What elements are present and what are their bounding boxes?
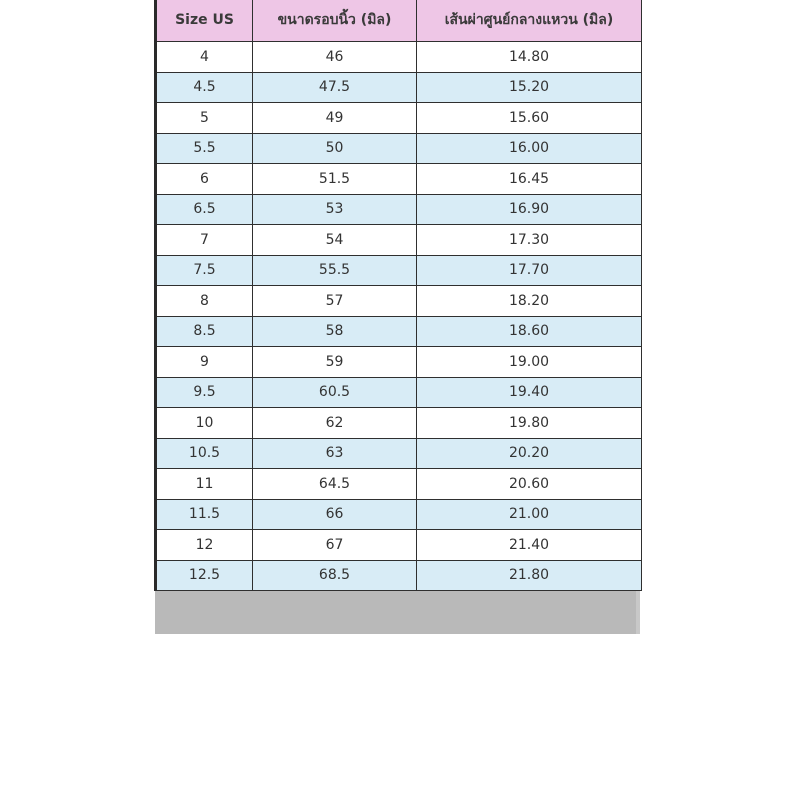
table-row: [156, 560, 642, 591]
cell-circumference: 68.5: [253, 560, 417, 591]
cell-diameter: 16.00: [417, 133, 642, 164]
table-row: [156, 316, 642, 347]
cell-diameter: 19.40: [417, 377, 642, 408]
cell-circumference: 47.5: [253, 72, 417, 103]
cell-size-us: 6: [156, 164, 253, 195]
table-row: [156, 72, 642, 103]
header-ring-diameter: เส้นผ่าศูนย์กลางแหวน (มิล): [417, 0, 642, 42]
cell-diameter: 21.40: [417, 530, 642, 561]
cell-circumference: 64.5: [253, 469, 417, 500]
cell-circumference: 53: [253, 194, 417, 225]
cell-size-us: 8: [156, 286, 253, 317]
cell-size-us: 6.5: [156, 194, 253, 225]
cell-diameter: 17.30: [417, 225, 642, 256]
cell-size-us: 5: [156, 103, 253, 134]
cell-circumference: 59: [253, 347, 417, 378]
cell-size-us: 7.5: [156, 255, 253, 286]
table-row: [156, 103, 642, 134]
table-row: [156, 164, 642, 195]
cell-diameter: 16.45: [417, 164, 642, 195]
cell-diameter: 20.60: [417, 469, 642, 500]
cell-circumference: 46: [253, 42, 417, 73]
cell-size-us: 5.5: [156, 133, 253, 164]
cell-diameter: 20.20: [417, 438, 642, 469]
header-size-us: Size US: [156, 0, 253, 42]
cell-diameter: 21.00: [417, 499, 642, 530]
cell-size-us: 9.5: [156, 377, 253, 408]
cell-circumference: 57: [253, 286, 417, 317]
cell-size-us: 10.5: [156, 438, 253, 469]
cell-diameter: 19.00: [417, 347, 642, 378]
table-row: [156, 377, 642, 408]
cell-circumference: 62: [253, 408, 417, 439]
cell-size-us: 7: [156, 225, 253, 256]
cell-circumference: 54: [253, 225, 417, 256]
table-row: [156, 438, 642, 469]
cell-circumference: 55.5: [253, 255, 417, 286]
cell-circumference: 58: [253, 316, 417, 347]
cell-diameter: 18.20: [417, 286, 642, 317]
cell-size-us: 12.5: [156, 560, 253, 591]
table-row: [156, 530, 642, 561]
table-row: [156, 469, 642, 500]
table-header-row: [156, 0, 642, 42]
ring-size-table-container: [155, 0, 640, 634]
cell-circumference: 51.5: [253, 164, 417, 195]
table-row: [156, 42, 642, 73]
table-row: [156, 194, 642, 225]
cell-diameter: 15.60: [417, 103, 642, 134]
cell-diameter: 18.60: [417, 316, 642, 347]
cell-size-us: 8.5: [156, 316, 253, 347]
header-finger-circumference: ขนาดรอบนิ้ว (มิล): [253, 0, 417, 42]
cell-diameter: 19.80: [417, 408, 642, 439]
cell-size-us: 4: [156, 42, 253, 73]
cell-size-us: 9: [156, 347, 253, 378]
cell-diameter: 17.70: [417, 255, 642, 286]
cell-diameter: 16.90: [417, 194, 642, 225]
ring-size-table: [154, 0, 642, 591]
table-body: [156, 42, 642, 591]
table-row: [156, 255, 642, 286]
cell-circumference: 60.5: [253, 377, 417, 408]
cell-diameter: 15.20: [417, 72, 642, 103]
table-row: [156, 133, 642, 164]
cell-circumference: 63: [253, 438, 417, 469]
cell-size-us: 11: [156, 469, 253, 500]
cell-size-us: 10: [156, 408, 253, 439]
table-row: [156, 499, 642, 530]
cell-circumference: 49: [253, 103, 417, 134]
cell-circumference: 50: [253, 133, 417, 164]
table-row: [156, 347, 642, 378]
cell-size-us: 4.5: [156, 72, 253, 103]
cell-size-us: 11.5: [156, 499, 253, 530]
cell-circumference: 66: [253, 499, 417, 530]
table-row: [156, 286, 642, 317]
cell-size-us: 12: [156, 530, 253, 561]
cell-diameter: 21.80: [417, 560, 642, 591]
table-row: [156, 225, 642, 256]
cell-diameter: 14.80: [417, 42, 642, 73]
table-row: [156, 408, 642, 439]
cell-circumference: 67: [253, 530, 417, 561]
